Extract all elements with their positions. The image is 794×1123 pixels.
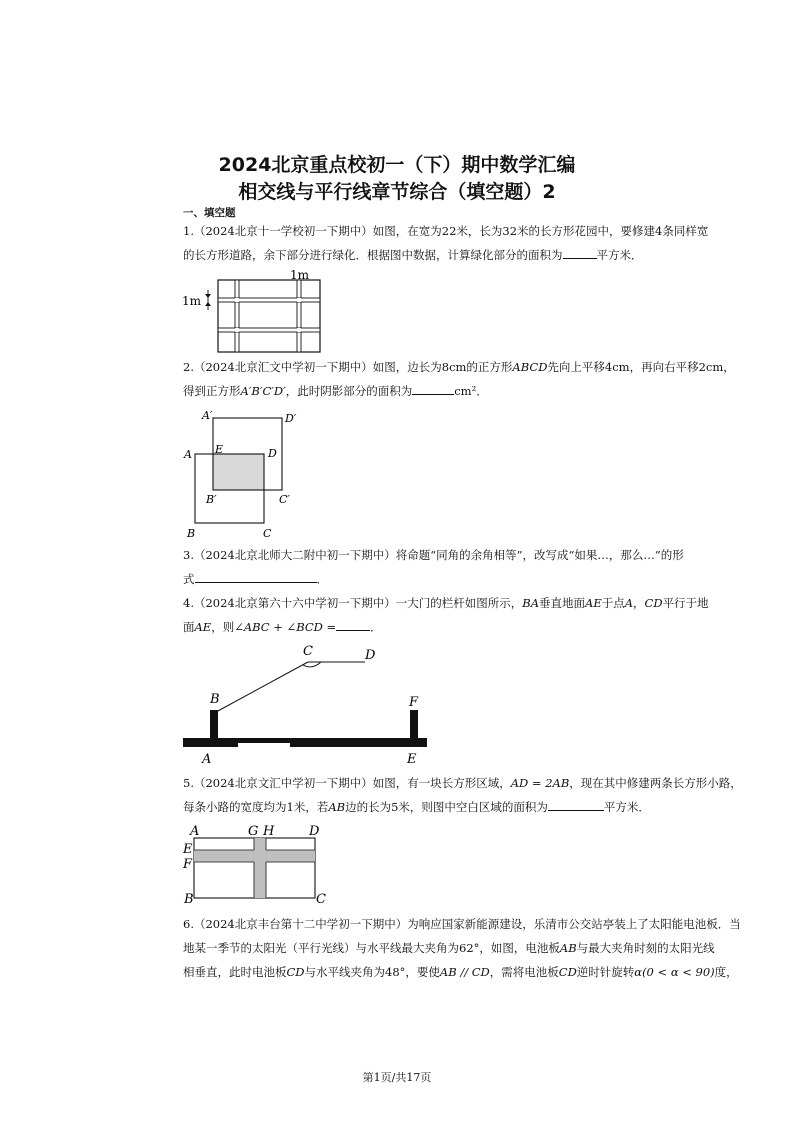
answer-blank[interactable] bbox=[548, 797, 604, 811]
svg-text:D: D bbox=[309, 824, 320, 839]
svg-text:D: D bbox=[268, 447, 277, 460]
answer-blank[interactable] bbox=[563, 245, 597, 259]
svg-text:C: C bbox=[316, 892, 326, 907]
svg-text:B: B bbox=[210, 692, 220, 707]
svg-text:A: A bbox=[184, 448, 192, 461]
page-subtitle: 相交线与平行线章节综合（填空题）2 bbox=[238, 181, 556, 203]
q2-square-figure bbox=[180, 406, 310, 541]
question-3: 3.（2024北京北师大二附中初一下期中）将命题“同角的余角相等”，改写成“如果…，那么…”的形 式 ． bbox=[183, 548, 684, 586]
question-2: 2.（2024北京汇文中学初一下期中）如图，边长为8cm的正方形ABCD先向上平移4cm，再向右平移2cm， 得到正方形A′B′C′D′，此时阴影部分的面积为 cm²． bbox=[183, 360, 735, 398]
answer-blank[interactable] bbox=[336, 617, 370, 631]
svg-text:E: E bbox=[215, 443, 224, 456]
svg-text:A: A bbox=[202, 752, 212, 767]
svg-text:C′: C′ bbox=[279, 493, 290, 506]
svg-text:C: C bbox=[263, 527, 272, 540]
question-4: 4.（2024北京第六十六中学初一下期中）一大门的栏杆如图所示，BA垂直地面AE于点A，CD平行于地 面AE，则∠ABC + ∠BCD = ． bbox=[183, 596, 709, 634]
svg-text:E: E bbox=[183, 842, 193, 857]
svg-text:1m: 1m bbox=[182, 294, 202, 308]
q4-gate-figure bbox=[180, 640, 432, 768]
svg-text:B′: B′ bbox=[206, 493, 217, 506]
svg-text:D: D bbox=[365, 648, 376, 663]
svg-text:E: E bbox=[407, 752, 417, 767]
page-number: 第1页/共17页 bbox=[362, 1071, 432, 1084]
question-6: 6.（2024北京丰台第十二中学初一下期中）为响应国家新能源建设，乐清市公交站亭装上了太阳能电池板．当 地某一季节的太阳光（平行光线）与水平线最大夹角为62°，如图，电池板AB与最大夹角时刻的太阳光线 相垂直，此时电池板CD与水平线夹角为48°，要使AB // CD，需将电池板CD逆时针旋转α(0 < α < 90)度， bbox=[183, 917, 741, 979]
section-heading: 一、填空题 bbox=[183, 207, 236, 219]
answer-blank[interactable] bbox=[412, 381, 454, 395]
svg-text:D′: D′ bbox=[285, 412, 297, 425]
svg-text:F: F bbox=[183, 857, 193, 872]
answer-blank[interactable] bbox=[195, 569, 317, 583]
q5-path-figure bbox=[180, 822, 330, 908]
question-5: 5.（2024北京文汇中学初一下期中）如图，有一块长方形区域，AD = 2AB，现在其中修建两条长方形小路， 每条小路的宽度均为1米，若AB边的长为5米，则图中空白区域的面积为 平方米． bbox=[183, 776, 742, 814]
svg-text:H: H bbox=[263, 824, 275, 839]
svg-text:A′: A′ bbox=[202, 409, 213, 422]
q1-garden-figure bbox=[180, 268, 330, 356]
svg-text:G: G bbox=[248, 824, 259, 839]
svg-text:B: B bbox=[187, 527, 196, 540]
page-title: 2024北京重点校初一（下）期中数学汇编 bbox=[218, 154, 576, 176]
question-1: 1.（2024北京十一学校初一下期中）如图，在宽为22米，长为32米的长方形花园中，要修建4条同样宽 的长方形道路，余下部分进行绿化．根据图中数据，计算绿化部分的面积为 平方米． bbox=[183, 224, 709, 262]
svg-text:C: C bbox=[303, 644, 313, 659]
svg-text:F: F bbox=[409, 695, 419, 710]
svg-text:A: A bbox=[190, 824, 200, 839]
svg-text:B: B bbox=[184, 892, 194, 907]
svg-text:1m: 1m bbox=[290, 268, 310, 282]
